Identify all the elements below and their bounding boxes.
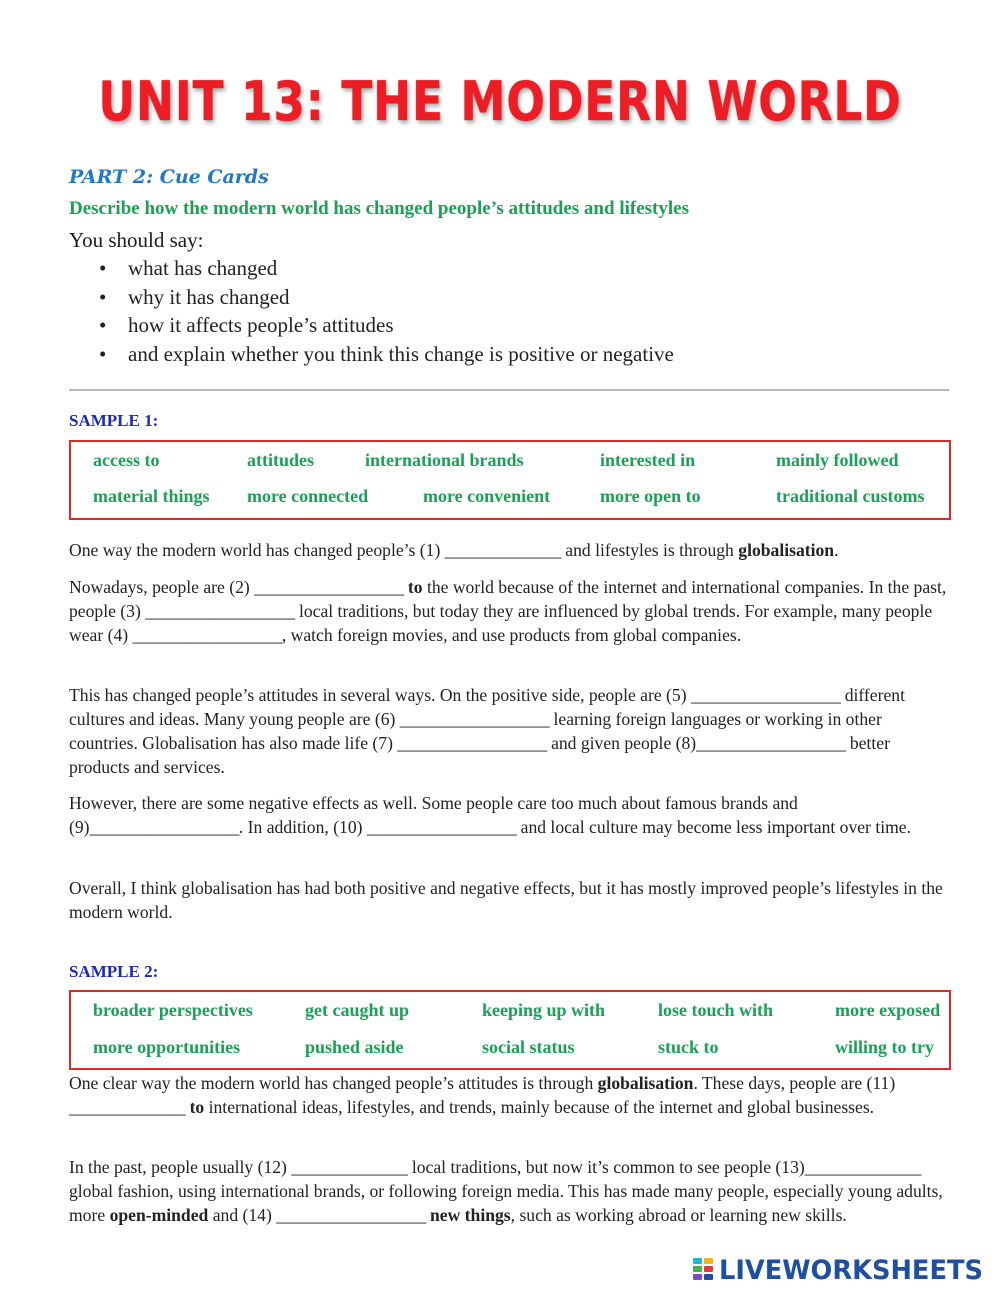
bullet-item xyxy=(69,256,674,285)
word-bank-item[interactable]: more opportunities xyxy=(93,1037,241,1057)
bullet-item xyxy=(69,313,674,342)
bullet-dot-icon: • xyxy=(99,341,107,366)
word-bank-item[interactable]: social status xyxy=(482,1037,575,1057)
answer-blank-11[interactable]: ______________ xyxy=(69,1097,186,1117)
word-bank-item[interactable]: get caught up xyxy=(305,1000,410,1020)
word-bank-item[interactable]: access to xyxy=(93,450,160,470)
bullet-text: how it affects people’s attitudes xyxy=(128,313,394,337)
liveworksheets-logo[interactable] xyxy=(693,1253,997,1287)
logo-text: LIVEWORKSHEETS xyxy=(719,1254,983,1286)
answer-blank-14[interactable]: __________________ xyxy=(276,1205,426,1225)
bullet-item xyxy=(69,342,674,371)
section-divider xyxy=(69,389,949,391)
bullet-item xyxy=(69,285,674,314)
word-bank-item[interactable]: more convenient xyxy=(423,486,551,506)
word-bank-item[interactable]: interested in xyxy=(600,450,696,470)
sample2-paragraph-2: In the past, people usually (12) ______________ local traditions, but now it’s common to see people (13)______________ global fashion, using international brands, or following foreign media. This has made many people, especially young adults, more open-minded and (14) __________________ new things, such as working abroad or learning new skills. xyxy=(69,1157,943,1225)
answer-blank-12[interactable]: ______________ xyxy=(291,1157,408,1177)
cue-card-lead: You should say: xyxy=(69,228,204,252)
sample1-paragraph-1: One way the modern world has changed people’s (1) ______________ and lifestyles is through globalisation. xyxy=(69,540,839,560)
liveworksheets-logo-icon xyxy=(693,1256,715,1284)
word-bank-item[interactable]: international brands xyxy=(365,450,524,470)
bullet-dot-icon: • xyxy=(99,256,107,280)
answer-blank-5[interactable]: __________________ xyxy=(690,685,841,705)
word-bank-item[interactable]: traditional customs xyxy=(776,486,925,506)
bullet-dot-icon: • xyxy=(99,313,107,337)
answer-blank-3[interactable]: __________________ xyxy=(145,601,295,621)
word-bank-item[interactable]: material things xyxy=(93,486,210,506)
bullet-text: what has changed xyxy=(128,256,278,280)
answer-blank-13[interactable]: ______________ xyxy=(804,1157,921,1177)
word-bank-item[interactable]: willing to try xyxy=(835,1037,934,1057)
cue-card-topic: Describe how the modern world has changed people’s attitudes and lifestyles xyxy=(69,198,689,219)
page-title: UNIT 13: THE MODERN WORLD xyxy=(98,70,902,133)
sample2-label: SAMPLE 2: xyxy=(69,962,159,981)
bullet-dot-icon: • xyxy=(99,284,107,309)
answer-blank-8[interactable]: __________________ xyxy=(696,733,846,753)
word-bank-item[interactable]: more exposed xyxy=(835,1000,941,1020)
sample2-paragraph-1: One clear way the modern world has changed people’s attitudes is through globalisation. These days, people are (11) ______________ to international ideas, lifestyles, and trends, mainly because of the internet and global businesses. xyxy=(69,1073,896,1117)
sample1-label: SAMPLE 1: xyxy=(69,411,159,430)
answer-blank-1[interactable]: ______________ xyxy=(444,540,561,560)
word-bank-item[interactable]: more open to xyxy=(600,486,701,506)
sample1-paragraph-2: Nowadays, people are (2) __________________ to the world because of the internet and international companies. In the past, people (3) __________________ local traditions, but today they are influenced by global trends. For example, many people wear (4) __________________, watch foreign movies, and use products from global companies. xyxy=(69,577,947,645)
sample1-paragraph-4: However, there are some negative effects as well. Some people care too much about famous brands and (9)__________________. In addition, (10) __________________ and local culture may become less important over time. xyxy=(69,793,911,837)
bullet-text: why it has changed xyxy=(128,284,290,309)
sample1-paragraph-3: This has changed people’s attitudes in several ways. On the positive side, people are (5) __________________ different cultures and ideas. Many young people are (6) __________________ learning foreign languages or working in other countries. Globalisation has also made life (7) __________________ and given people (8)__________________ better products and services. xyxy=(69,685,905,777)
word-bank-item[interactable]: broader perspectives xyxy=(93,1000,253,1020)
word-bank-item[interactable]: pushed aside xyxy=(305,1037,404,1057)
answer-blank-7[interactable]: __________________ xyxy=(397,733,547,753)
bullet-text: and explain whether you think this change is positive or negative xyxy=(128,341,674,366)
answer-blank-6[interactable]: __________________ xyxy=(399,709,550,729)
word-bank-item[interactable]: more connected xyxy=(247,486,369,506)
sample2-word-bank xyxy=(69,990,951,1070)
sample1-paragraph-5: Overall, I think globalisation has had both positive and negative effects, but it has mostly improved people’s lifestyles in the modern world. xyxy=(69,878,943,922)
word-bank-item[interactable]: mainly followed xyxy=(776,450,899,470)
word-bank-item[interactable]: stuck to xyxy=(658,1037,719,1057)
cue-card-bullets xyxy=(69,256,674,370)
word-bank-item[interactable]: attitudes xyxy=(247,450,314,470)
answer-blank-2[interactable]: __________________ xyxy=(254,577,404,597)
sample1-word-bank xyxy=(69,440,951,520)
answer-blank-4[interactable]: __________________ xyxy=(132,625,282,645)
word-bank-item[interactable]: lose touch with xyxy=(658,1000,774,1020)
answer-blank-9[interactable]: __________________ xyxy=(89,817,239,837)
answer-blank-10[interactable]: __________________ xyxy=(366,817,517,837)
word-bank-item[interactable]: keeping up with xyxy=(482,1000,606,1020)
part-heading: PART 2: Cue Cards xyxy=(69,166,269,188)
